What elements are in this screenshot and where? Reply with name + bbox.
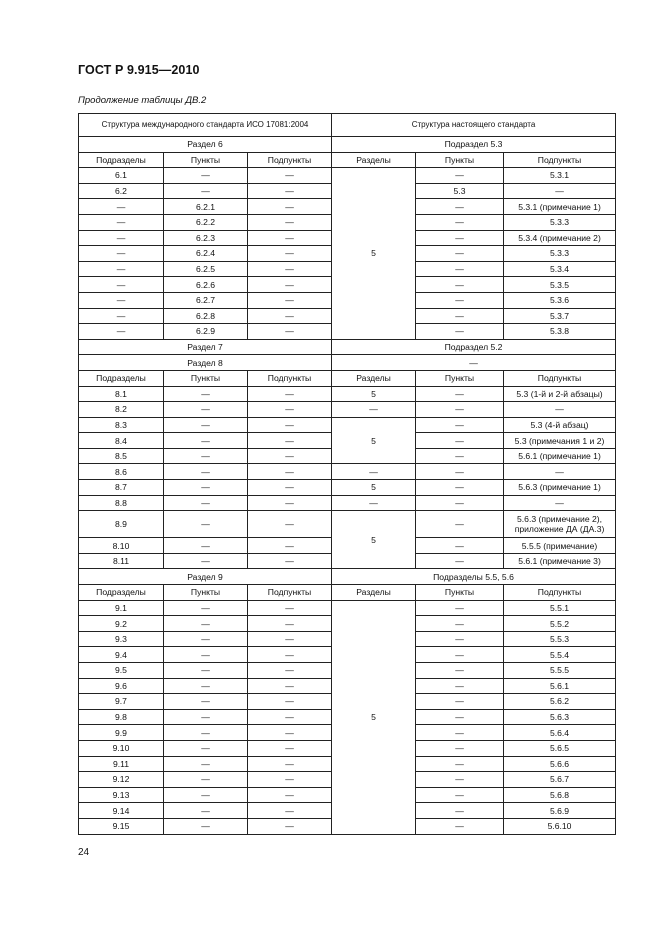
table-cell: — xyxy=(164,600,248,616)
table-cell: — xyxy=(416,308,504,324)
table-cell: — xyxy=(416,740,504,756)
table-cell: 5.3.3 xyxy=(504,214,616,230)
table-cell: 6.1 xyxy=(79,168,164,184)
table-cell: — xyxy=(248,694,332,710)
table-cell: 5.6.1 (примечание 3) xyxy=(504,553,616,569)
table-cell: 8.5 xyxy=(79,448,164,464)
table-cell: 5.6.3 xyxy=(504,709,616,725)
table-row xyxy=(79,114,616,137)
table-cell: — xyxy=(416,402,504,418)
table-cell: — xyxy=(248,277,332,293)
table-cell: 6.2.8 xyxy=(164,308,248,324)
table-cell: — xyxy=(332,402,416,418)
table-cell: 8.9 xyxy=(79,511,164,538)
table-cell: 8.2 xyxy=(79,402,164,418)
table-cell: 5.3 (1-й и 2-й абзацы) xyxy=(504,386,616,402)
table-cell: — xyxy=(248,230,332,246)
table-cell: — xyxy=(416,600,504,616)
table-cell: — xyxy=(164,803,248,819)
table-cell: 6.2.4 xyxy=(164,246,248,262)
correspondence-table xyxy=(78,113,616,835)
table-cell: 5.6.5 xyxy=(504,740,616,756)
table-cell: — xyxy=(416,803,504,819)
table-cell: 5.6.3 (примечание 2), приложение ДА (ДА.3) xyxy=(504,511,616,538)
table-cell: — xyxy=(504,464,616,480)
column-header: Подразделы xyxy=(79,370,164,386)
table-cell: — xyxy=(79,199,164,215)
column-header: Пункты xyxy=(416,370,504,386)
table-cell: — xyxy=(164,740,248,756)
table-row xyxy=(79,585,616,601)
table-cell: — xyxy=(248,538,332,554)
table-cell: — xyxy=(248,511,332,538)
table-cell: — xyxy=(248,495,332,511)
table-cell: — xyxy=(416,616,504,632)
table-cell: — xyxy=(248,246,332,262)
section-title: Подраздел 5.2 xyxy=(332,339,616,355)
table-cell: — xyxy=(164,417,248,433)
table-cell: 8.8 xyxy=(79,495,164,511)
table-cell: 5 xyxy=(332,386,416,402)
table-cell: 6.2.3 xyxy=(164,230,248,246)
table-cell: — xyxy=(248,818,332,834)
table-cell: — xyxy=(164,464,248,480)
section-title: Раздел 9 xyxy=(79,569,332,585)
table-cell: — xyxy=(164,433,248,449)
table-cell: — xyxy=(79,292,164,308)
table-cell: 5.3 xyxy=(416,183,504,199)
table-row xyxy=(79,600,616,616)
table-cell: 9.8 xyxy=(79,709,164,725)
table-cell: 9.15 xyxy=(79,818,164,834)
table-cell: — xyxy=(164,168,248,184)
merged-section-cell: 5 xyxy=(332,417,416,464)
table-cell: — xyxy=(248,709,332,725)
column-group-header: Структура настоящего стандарта xyxy=(332,114,616,137)
table-cell: — xyxy=(79,214,164,230)
table-cell: — xyxy=(416,386,504,402)
table-cell: — xyxy=(416,709,504,725)
table-cell: — xyxy=(416,631,504,647)
table-cell: — xyxy=(248,292,332,308)
table-cell: — xyxy=(248,168,332,184)
table-cell: — xyxy=(416,678,504,694)
table-cell: — xyxy=(248,214,332,230)
table-cell: 5.6.7 xyxy=(504,772,616,788)
table-row xyxy=(79,137,616,153)
table-cell: — xyxy=(248,740,332,756)
table-row xyxy=(79,569,616,585)
table-cell: — xyxy=(248,324,332,340)
column-header: Пункты xyxy=(416,585,504,601)
table-cell: 8.1 xyxy=(79,386,164,402)
column-header: Подпункты xyxy=(504,152,616,168)
table-cell: 5.6.1 xyxy=(504,678,616,694)
table-cell: — xyxy=(248,261,332,277)
table-cell: — xyxy=(248,663,332,679)
table-cell: — xyxy=(248,386,332,402)
table-cell: — xyxy=(416,538,504,554)
table-cell: 5.5.2 xyxy=(504,616,616,632)
table-cell: 6.2.5 xyxy=(164,261,248,277)
table-row xyxy=(79,355,616,371)
table-cell: — xyxy=(248,553,332,569)
column-header: Подпункты xyxy=(248,585,332,601)
table-cell: — xyxy=(416,663,504,679)
column-header: Разделы xyxy=(332,152,416,168)
table-cell: 9.1 xyxy=(79,600,164,616)
table-cell: — xyxy=(504,402,616,418)
table-cell: 9.11 xyxy=(79,756,164,772)
table-cell: — xyxy=(164,495,248,511)
column-header: Подпункты xyxy=(248,370,332,386)
table-row xyxy=(79,402,616,418)
table-cell: — xyxy=(416,495,504,511)
column-header: Разделы xyxy=(332,370,416,386)
table-cell: 5.3 (4-й абзац) xyxy=(504,417,616,433)
table-cell: — xyxy=(248,756,332,772)
table-cell: 5.3.3 xyxy=(504,246,616,262)
table-cell: 9.12 xyxy=(79,772,164,788)
table-cell: — xyxy=(416,168,504,184)
table-cell: — xyxy=(416,725,504,741)
section-title: — xyxy=(332,355,616,371)
table-cell: 9.14 xyxy=(79,803,164,819)
table-cell: 6.2.1 xyxy=(164,199,248,215)
column-header: Подпункты xyxy=(504,585,616,601)
table-cell: 5.6.8 xyxy=(504,787,616,803)
table-cell: — xyxy=(416,756,504,772)
table-cell: — xyxy=(248,417,332,433)
table-cell: 5.3.4 xyxy=(504,261,616,277)
table-cell: 5.6.2 xyxy=(504,694,616,710)
table-cell: 8.4 xyxy=(79,433,164,449)
merged-section-cell: 5 xyxy=(332,600,416,834)
table-cell: — xyxy=(164,772,248,788)
table-cell: 5.3.7 xyxy=(504,308,616,324)
table-cell: 9.9 xyxy=(79,725,164,741)
column-header: Пункты xyxy=(164,152,248,168)
table-cell: — xyxy=(164,402,248,418)
table-continuation-caption: Продолжение таблицы ДВ.2 xyxy=(78,95,207,106)
table-cell: 5 xyxy=(332,480,416,496)
table-cell: 5.5.5 xyxy=(504,663,616,679)
table-cell: — xyxy=(248,616,332,632)
table-cell: — xyxy=(416,246,504,262)
table-cell: — xyxy=(416,480,504,496)
table-cell: — xyxy=(332,464,416,480)
table-cell: 8.11 xyxy=(79,553,164,569)
table-row xyxy=(79,417,616,433)
page-number: 24 xyxy=(78,847,90,858)
table-cell: — xyxy=(248,433,332,449)
table-cell: 5.6.6 xyxy=(504,756,616,772)
table-cell: — xyxy=(248,199,332,215)
table-cell: 5.6.9 xyxy=(504,803,616,819)
table-cell: — xyxy=(164,553,248,569)
table-cell: — xyxy=(164,787,248,803)
table-row xyxy=(79,511,616,538)
table-cell: — xyxy=(79,230,164,246)
table-cell: — xyxy=(416,199,504,215)
table-cell: — xyxy=(79,261,164,277)
table-cell: 8.6 xyxy=(79,464,164,480)
table-cell: — xyxy=(248,787,332,803)
table-cell: 8.3 xyxy=(79,417,164,433)
table-cell: — xyxy=(248,308,332,324)
table-cell: 9.6 xyxy=(79,678,164,694)
table-cell: 6.2.6 xyxy=(164,277,248,293)
table-cell: — xyxy=(416,417,504,433)
column-header: Подразделы xyxy=(79,585,164,601)
table-cell: — xyxy=(248,183,332,199)
merged-section-cell: 5 xyxy=(332,168,416,340)
table-cell: 5.5.5 (примечание) xyxy=(504,538,616,554)
merged-section-cell: 5 xyxy=(332,511,416,569)
table-cell: — xyxy=(164,647,248,663)
table-cell: — xyxy=(79,324,164,340)
table-cell: — xyxy=(416,324,504,340)
table-cell: — xyxy=(248,772,332,788)
table-row xyxy=(79,168,616,184)
table-cell: — xyxy=(248,448,332,464)
table-cell: — xyxy=(416,230,504,246)
table-cell: 5.3.1 (примечание 1) xyxy=(504,199,616,215)
table-cell: — xyxy=(164,616,248,632)
table-cell: 5.3.1 xyxy=(504,168,616,184)
table-cell: 5.3.8 xyxy=(504,324,616,340)
table-cell: — xyxy=(248,464,332,480)
table-row xyxy=(79,480,616,496)
table-row xyxy=(79,464,616,480)
table-cell: 5.3.6 xyxy=(504,292,616,308)
table-cell: 8.7 xyxy=(79,480,164,496)
table-cell: — xyxy=(79,277,164,293)
table-cell: — xyxy=(248,725,332,741)
column-header: Пункты xyxy=(416,152,504,168)
section-title: Подразделы 5.5, 5.6 xyxy=(332,569,616,585)
table-cell: — xyxy=(164,756,248,772)
table-cell: — xyxy=(79,246,164,262)
table-cell: — xyxy=(164,448,248,464)
table-cell: 9.4 xyxy=(79,647,164,663)
section-title: Раздел 8 xyxy=(79,355,332,371)
table-cell: 5.5.4 xyxy=(504,647,616,663)
table-cell: — xyxy=(416,511,504,538)
table-cell: — xyxy=(248,402,332,418)
table-cell: — xyxy=(416,647,504,663)
table-cell: — xyxy=(248,480,332,496)
table-cell: 5.6.1 (примечание 1) xyxy=(504,448,616,464)
table-cell: — xyxy=(164,678,248,694)
table-cell: 9.2 xyxy=(79,616,164,632)
table-cell: — xyxy=(416,694,504,710)
table-cell: — xyxy=(164,725,248,741)
table-cell: — xyxy=(164,183,248,199)
table-cell: 5.5.1 xyxy=(504,600,616,616)
table-cell: — xyxy=(164,480,248,496)
section-title: Подраздел 5.3 xyxy=(332,137,616,153)
table-cell: — xyxy=(248,678,332,694)
column-header: Разделы xyxy=(332,585,416,601)
table-cell: — xyxy=(248,647,332,663)
table-cell: — xyxy=(416,787,504,803)
section-title: Раздел 7 xyxy=(79,339,332,355)
table-cell: 6.2.9 xyxy=(164,324,248,340)
table-cell: — xyxy=(248,631,332,647)
table-cell: 5.3.4 (примечание 2) xyxy=(504,230,616,246)
table-cell: 6.2.2 xyxy=(164,214,248,230)
table-cell: — xyxy=(164,631,248,647)
table-cell: 8.10 xyxy=(79,538,164,554)
table-cell: — xyxy=(416,277,504,293)
column-header: Подразделы xyxy=(79,152,164,168)
table-cell: 6.2 xyxy=(79,183,164,199)
table-cell: — xyxy=(248,600,332,616)
table-cell: 9.5 xyxy=(79,663,164,679)
column-header: Пункты xyxy=(164,585,248,601)
column-group-header: Структура международного стандарта ИСО 17081:2004 xyxy=(79,114,332,137)
column-header: Подпункты xyxy=(248,152,332,168)
table-cell: 9.13 xyxy=(79,787,164,803)
table-cell: — xyxy=(164,818,248,834)
table-row xyxy=(79,386,616,402)
table-cell: — xyxy=(416,818,504,834)
table-cell: — xyxy=(164,538,248,554)
table-cell: — xyxy=(164,511,248,538)
document-title: ГОСТ Р 9.915—2010 xyxy=(78,63,200,77)
table-cell: — xyxy=(164,386,248,402)
table-cell: — xyxy=(416,292,504,308)
table-cell: 5.6.3 (примечание 1) xyxy=(504,480,616,496)
table-cell: — xyxy=(416,214,504,230)
column-header: Пункты xyxy=(164,370,248,386)
table-cell: — xyxy=(164,694,248,710)
table-cell: — xyxy=(416,553,504,569)
table-cell: — xyxy=(79,308,164,324)
table-cell: — xyxy=(416,772,504,788)
table-row xyxy=(79,495,616,511)
table-cell: 9.7 xyxy=(79,694,164,710)
table-cell: — xyxy=(416,261,504,277)
table-cell: 5.3 (примечания 1 и 2) xyxy=(504,433,616,449)
table-row xyxy=(79,370,616,386)
table-row xyxy=(79,152,616,168)
table-cell: — xyxy=(504,183,616,199)
table-cell: 5.6.4 xyxy=(504,725,616,741)
table-cell: — xyxy=(248,803,332,819)
table-cell: 6.2.7 xyxy=(164,292,248,308)
table-cell: — xyxy=(416,433,504,449)
table-cell: 5.5.3 xyxy=(504,631,616,647)
table-cell: 9.3 xyxy=(79,631,164,647)
table-cell: 5.3.5 xyxy=(504,277,616,293)
table-cell: 9.10 xyxy=(79,740,164,756)
table-cell: — xyxy=(416,448,504,464)
column-header: Подпункты xyxy=(504,370,616,386)
table-cell: — xyxy=(164,709,248,725)
table-cell: — xyxy=(164,663,248,679)
table-cell: — xyxy=(504,495,616,511)
table-row xyxy=(79,339,616,355)
section-title: Раздел 6 xyxy=(79,137,332,153)
table-cell: — xyxy=(416,464,504,480)
table-cell: 5.6.10 xyxy=(504,818,616,834)
table-cell: — xyxy=(332,495,416,511)
